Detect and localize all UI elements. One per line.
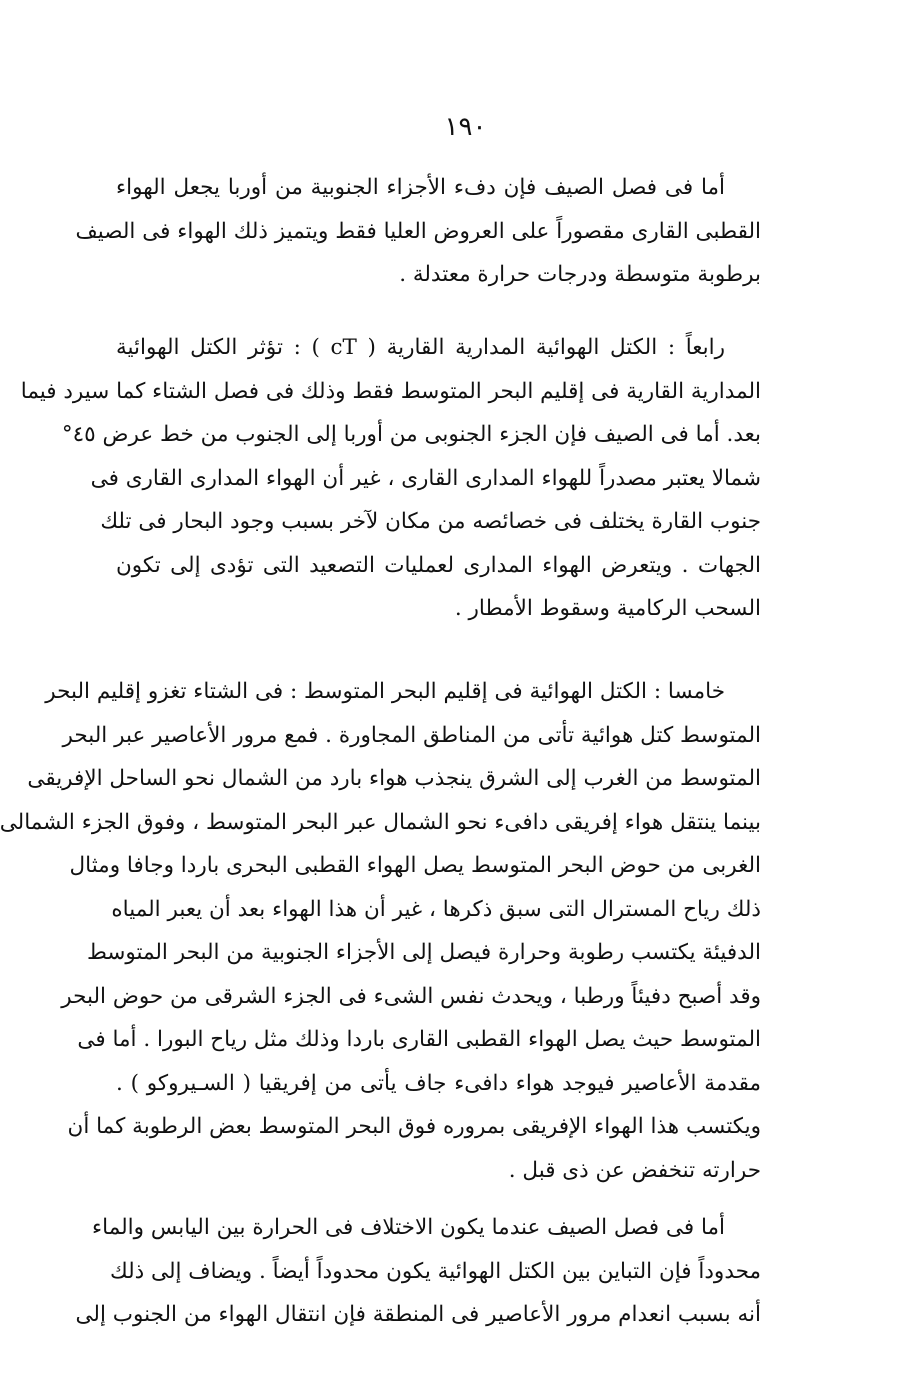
text-line: السحب الركامية وسقوط الأمطار . [454, 596, 761, 621]
text-line: شمالا يعتبر مصدراً للهواء المدارى القارى ، غير أن الهواء المدارى القارى فى [90, 465, 761, 491]
text-line: رابعاً : الكتل الهوائية المدارية القارية ( cT ) : تؤثر الكتل الهوائية [116, 335, 725, 360]
paragraph-mediterranean [0, 670, 761, 1192]
text-line: برطوبة متوسطة ودرجات حرارة معتدلة . [399, 262, 761, 287]
paragraph-summer-contrast [75, 1206, 761, 1337]
text-line: أما فى فصل الصيف عندما يكون الاختلاف فى الحرارة بين اليابس والماء [92, 1215, 725, 1240]
text-line: بعد. أما فى الصيف فإن الجزء الجنوبى من أوربا إلى الجنوب من خط عرض ٤٥° [61, 422, 761, 447]
text-line: المتوسط حيث يصل الهواء القطبى القارى باردا وذلك مثل رياح البورا . أما فى [77, 1027, 761, 1052]
paragraph-summer-europe [75, 166, 761, 297]
text-line: الجهات . ويتعرض الهواء المدارى لعمليات التصعيد التى تؤدى إلى تكون [116, 552, 761, 578]
text-line: جنوب القارة يختلف فى خصائصه من مكان لآخر بسبب وجود البحار فى تلك [100, 509, 761, 534]
text-line: الغربى من حوض البحر المتوسط يصل الهواء القطبى البحرى باردا وجافا ومثال [69, 853, 761, 878]
text-line: المتوسط كتل هوائية تأتى من المناطق المجاورة . فمع مرور الأعاصير عبر البحر [62, 722, 761, 748]
text-line: الدفيئة يكتسب رطوبة وحرارة فيصل إلى الأجزاء الجنوبية من البحر المتوسط [86, 940, 761, 965]
text-line: مقدمة الأعاصير فيوجد هواء دافىء جاف يأتى من إفريقيا ( السـيروكو ) . [116, 1070, 761, 1096]
text-line: المدارية القارية فى إقليم البحر المتوسط فقط وذلك فى فصل الشتاء كما سيرد فيما [20, 378, 761, 404]
text-line: ويكتسب هذا الهواء الإفريقى بمروره فوق البحر المتوسط بعض الرطوبة كما أن [67, 1114, 761, 1139]
text-line: أما فى فصل الصيف فإن دفء الأجزاء الجنوبية من أوربا يجعل الهواء [116, 175, 725, 200]
text-line: بينما ينتقل هواء إفريقى دافىء نحو الشمال عبر البحر المتوسط ، وفوق الجزء الشمالى [0, 809, 761, 835]
text-line: محدوداً فإن التباين بين الكتل الهوائية يكون محدوداً أيضاً . ويضاف إلى ذلك [109, 1258, 761, 1284]
text-line: ذلك رياح المسترال التى سبق ذكرها ، غير أن هذا الهواء بعد أن يعبر المياه [111, 896, 761, 922]
page-number: ١٩٠ [444, 112, 487, 142]
text-line: المتوسط من الغرب إلى الشرق ينجذب هواء بارد من الشمال نحو الساحل الإفريقى [27, 766, 761, 791]
text-line: خامسا : الكتل الهوائية فى إقليم البحر المتوسط : فى الشتاء تغزو إقليم البحر [45, 679, 725, 704]
text-line: حرارته تنخفض عن ذى قبل . [508, 1157, 761, 1183]
paragraph-tropical-continental [20, 326, 761, 631]
text-line: وقد أصبح دفيئاً ورطبا ، ويحدث نفس الشىء فى الجزء الشرقى من حوض البحر [61, 983, 761, 1009]
text-line: أنه بسبب انعدام مرور الأعاصير فى المنطقة فإن انتقال الهواء من الجنوب إلى [75, 1302, 761, 1327]
text-line: القطبى القارى مقصوراً على العروض العليا فقط ويتميز ذلك الهواء فى الصيف [75, 218, 761, 244]
